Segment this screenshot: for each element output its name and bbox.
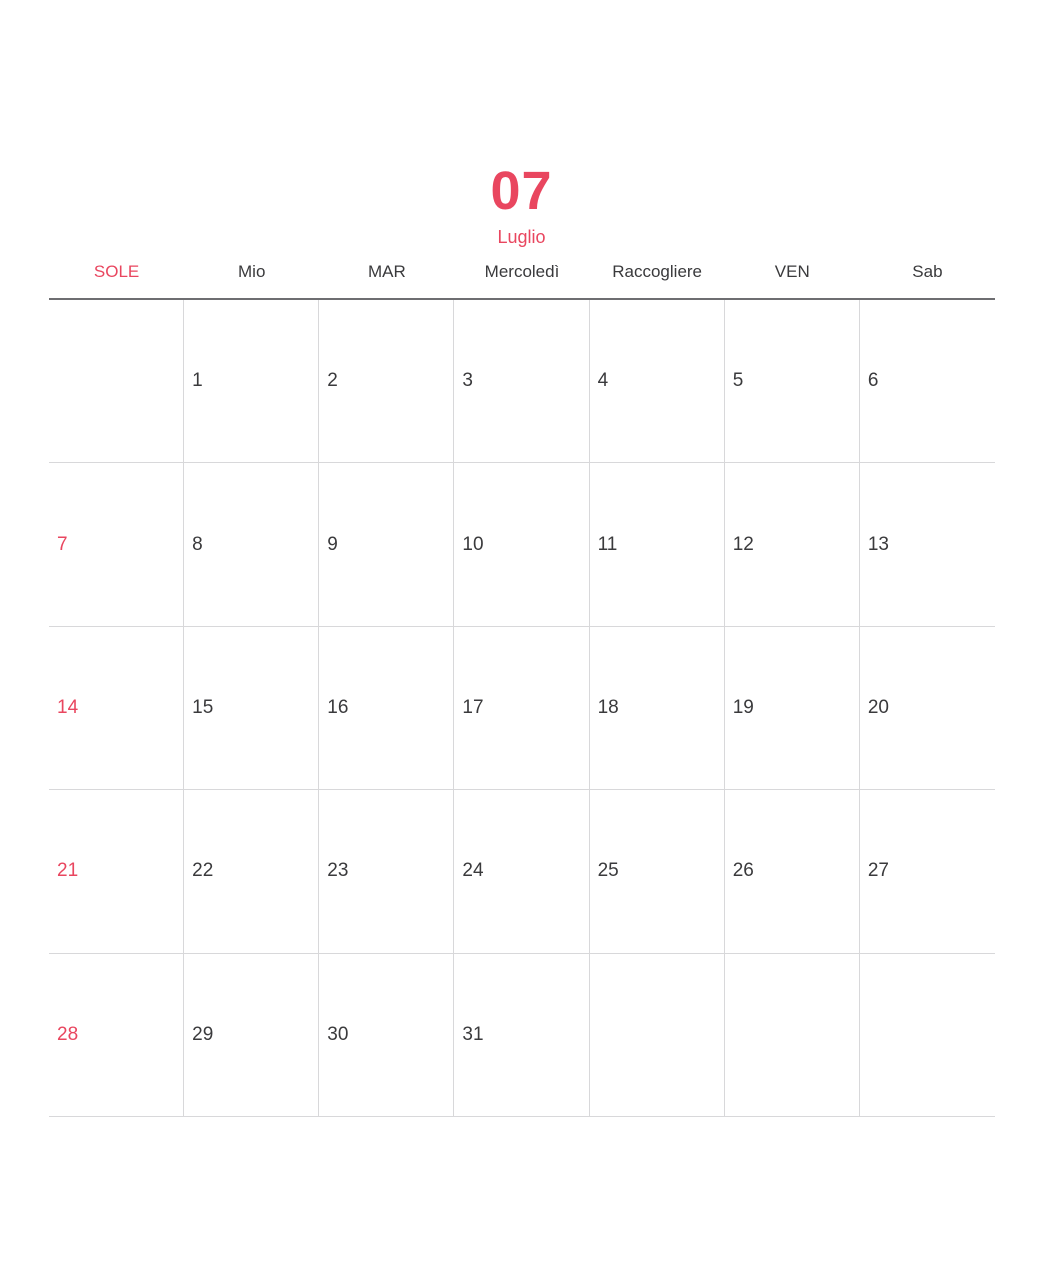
day-cell[interactable] (725, 954, 860, 1117)
day-cell[interactable]: 21 (49, 790, 184, 953)
day-cell[interactable]: 19 (725, 627, 860, 790)
weekday-header-tue: MAR (367, 262, 406, 281)
day-cell[interactable]: 31 (454, 954, 589, 1117)
day-cell[interactable]: 14 (49, 627, 184, 790)
day-cell[interactable]: 23 (319, 790, 454, 953)
calendar (49, 252, 995, 1117)
day-cell[interactable]: 9 (319, 463, 454, 626)
weekday-header-wed: Mercoledì (484, 262, 560, 281)
day-cell[interactable]: 18 (590, 627, 725, 790)
day-cell[interactable]: 13 (860, 463, 995, 626)
day-cell[interactable]: 24 (454, 790, 589, 953)
day-cell[interactable] (49, 300, 184, 463)
day-cell[interactable]: 10 (454, 463, 589, 626)
day-cell[interactable] (590, 954, 725, 1117)
weekday-header-mon: Mio (238, 262, 266, 281)
day-cell[interactable]: 16 (319, 627, 454, 790)
weekday-header-sat: Sab (912, 262, 943, 281)
day-cell[interactable] (860, 954, 995, 1117)
day-cell[interactable]: 5 (725, 300, 860, 463)
month-name: Luglio (497, 227, 546, 247)
day-grid (49, 300, 995, 1117)
day-cell[interactable]: 2 (319, 300, 454, 463)
month-number: 07 (490, 161, 553, 221)
weekday-header-row (49, 252, 995, 300)
day-cell[interactable]: 8 (184, 463, 319, 626)
day-cell[interactable]: 4 (590, 300, 725, 463)
day-cell[interactable]: 25 (590, 790, 725, 953)
weekday-header-thu: Raccogliere (612, 262, 703, 281)
day-cell[interactable]: 28 (49, 954, 184, 1117)
day-cell[interactable]: 26 (725, 790, 860, 953)
day-cell[interactable]: 6 (860, 300, 995, 463)
day-cell[interactable]: 1 (184, 300, 319, 463)
day-cell[interactable]: 27 (860, 790, 995, 953)
day-cell[interactable]: 20 (860, 627, 995, 790)
day-cell[interactable]: 30 (319, 954, 454, 1117)
day-cell[interactable]: 22 (184, 790, 319, 953)
day-cell[interactable]: 11 (590, 463, 725, 626)
weekday-header-sun: SOLE (93, 262, 140, 281)
weekday-header-fri: VEN (774, 262, 810, 281)
day-cell[interactable]: 3 (454, 300, 589, 463)
day-cell[interactable]: 29 (184, 954, 319, 1117)
day-cell[interactable]: 15 (184, 627, 319, 790)
day-cell[interactable]: 17 (454, 627, 589, 790)
day-cell[interactable]: 7 (49, 463, 184, 626)
day-cell[interactable]: 12 (725, 463, 860, 626)
